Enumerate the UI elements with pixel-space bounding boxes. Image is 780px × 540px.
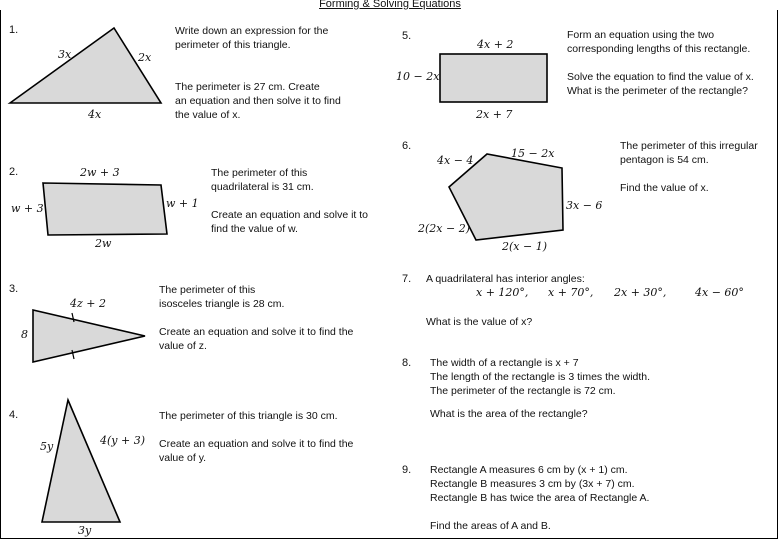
q3-label-top: 4z + 2 — [70, 297, 107, 310]
q4-number: 4. — [9, 409, 19, 421]
q2-quadrilateral — [43, 183, 167, 235]
q4-line3: value of y. — [159, 452, 207, 464]
q3-text — [159, 283, 379, 353]
q8-line1: The width of a rectangle is x + 7 — [430, 357, 579, 369]
q2-label-bottom: 2w — [95, 237, 112, 250]
q2-line1: The perimeter of this — [211, 167, 308, 179]
q1-text — [175, 24, 375, 122]
q6-label-right: 3x − 6 — [566, 199, 603, 212]
q3-number: 3. — [9, 283, 19, 295]
q2-line3: Create an equation and solve it to — [211, 209, 369, 221]
q2-label-top: 2w + 3 — [80, 166, 120, 179]
q7-angle-4: 4x − 60° — [695, 286, 744, 299]
q9-line1: Rectangle A measures 6 cm by (x + 1) cm. — [430, 464, 628, 476]
q5-text — [567, 28, 772, 98]
q9-line2: Rectangle B measures 3 cm by (3x + 7) cm. — [430, 478, 635, 490]
q7-line1: A quadrilateral has interior angles: — [426, 273, 585, 285]
q2-line2: quadrilateral is 31 cm. — [211, 181, 314, 193]
q1-line5: the value of x. — [175, 109, 241, 121]
q4-line1: The perimeter of this triangle is 30 cm. — [159, 410, 338, 422]
q1-label-left: 3x — [58, 48, 72, 61]
q2-number: 2. — [9, 166, 19, 178]
q6-label-top: 15 − 2x — [511, 147, 555, 160]
page-title: Forming & Solving Equations — [0, 0, 780, 10]
q8-text — [430, 356, 770, 421]
q7-angle-3: 2x + 30°, — [614, 286, 667, 299]
q3-triangle — [33, 310, 145, 362]
q2-text — [211, 166, 391, 236]
q1-number: 1. — [9, 24, 19, 36]
q6-line1: The perimeter of this irregular — [620, 140, 758, 152]
q5-rectangle — [440, 54, 547, 102]
q6-label-topleft: 4x − 4 — [437, 154, 474, 167]
q9-line3: Rectangle B has twice the area of Rectangle A. — [430, 492, 650, 504]
q6-label-bottom: 2(x − 1) — [502, 240, 547, 253]
q3-line3: Create an equation and solve it to find the — [159, 326, 354, 338]
q9-number: 9. — [402, 464, 412, 476]
q2-label-right: w + 1 — [166, 197, 199, 210]
q5-label-top: 4x + 2 — [477, 38, 514, 51]
q2-label-left: w + 3 — [11, 202, 44, 215]
q8-line4: What is the area of the rectangle? — [430, 408, 588, 420]
q4-line2: Create an equation and solve it to find the — [159, 438, 354, 450]
q7-angle-2: x + 70°, — [548, 286, 594, 299]
q5-line1: Form an equation using the two — [567, 29, 715, 41]
q6-line3: Find the value of x. — [620, 182, 709, 194]
q4-label-bottom: 3y — [78, 524, 92, 537]
q1-line1: Write down an expression for the — [175, 25, 329, 37]
q4-label-right: 4(y + 3) — [100, 434, 146, 447]
q7-line2: What is the value of x? — [426, 316, 533, 328]
q8-number: 8. — [402, 357, 412, 369]
q3-label-left: 8 — [21, 328, 28, 341]
q5-line4: What is the perimeter of the rectangle? — [567, 85, 748, 97]
q5-label-left: 10 − 2x — [396, 70, 440, 83]
q1-line4: an equation and then solve it to find — [175, 95, 341, 107]
q3-line2: isosceles triangle is 28 cm. — [159, 298, 285, 310]
q3-line4: value of z. — [159, 340, 207, 352]
q6-text — [620, 139, 775, 195]
q4-triangle — [42, 400, 120, 522]
q1-line2: perimeter of this triangle. — [175, 39, 291, 51]
q6-line2: pentagon is 54 cm. — [620, 154, 709, 166]
q4-label-left: 5y — [40, 440, 54, 453]
q1-label-bottom: 4x — [88, 108, 102, 121]
q1-line3: The perimeter is 27 cm. Create — [175, 81, 320, 93]
q7-number: 7. — [402, 273, 412, 285]
q5-line3: Solve the equation to find the value of x. — [567, 71, 754, 83]
q5-label-bottom: 2x + 7 — [476, 108, 513, 121]
q1-label-right: 2x — [138, 51, 152, 64]
q4-text — [159, 409, 379, 465]
q6-number: 6. — [402, 140, 412, 152]
q5-number: 5. — [402, 30, 412, 42]
q2-line4: find the value of w. — [211, 223, 298, 235]
q6-label-left: 2(2x − 2) — [418, 222, 470, 235]
q1-triangle — [10, 28, 161, 103]
q9-text — [430, 463, 770, 533]
q7-angle-1: x + 120°, — [476, 286, 529, 299]
q5-line2: corresponding lengths of this rectangle. — [567, 43, 751, 55]
q9-line4: Find the areas of A and B. — [430, 520, 551, 532]
q3-line1: The perimeter of this — [159, 284, 256, 296]
q8-line2: The length of the rectangle is 3 times the width. — [430, 371, 651, 383]
q8-line3: The perimeter of the rectangle is 72 cm. — [430, 385, 616, 397]
